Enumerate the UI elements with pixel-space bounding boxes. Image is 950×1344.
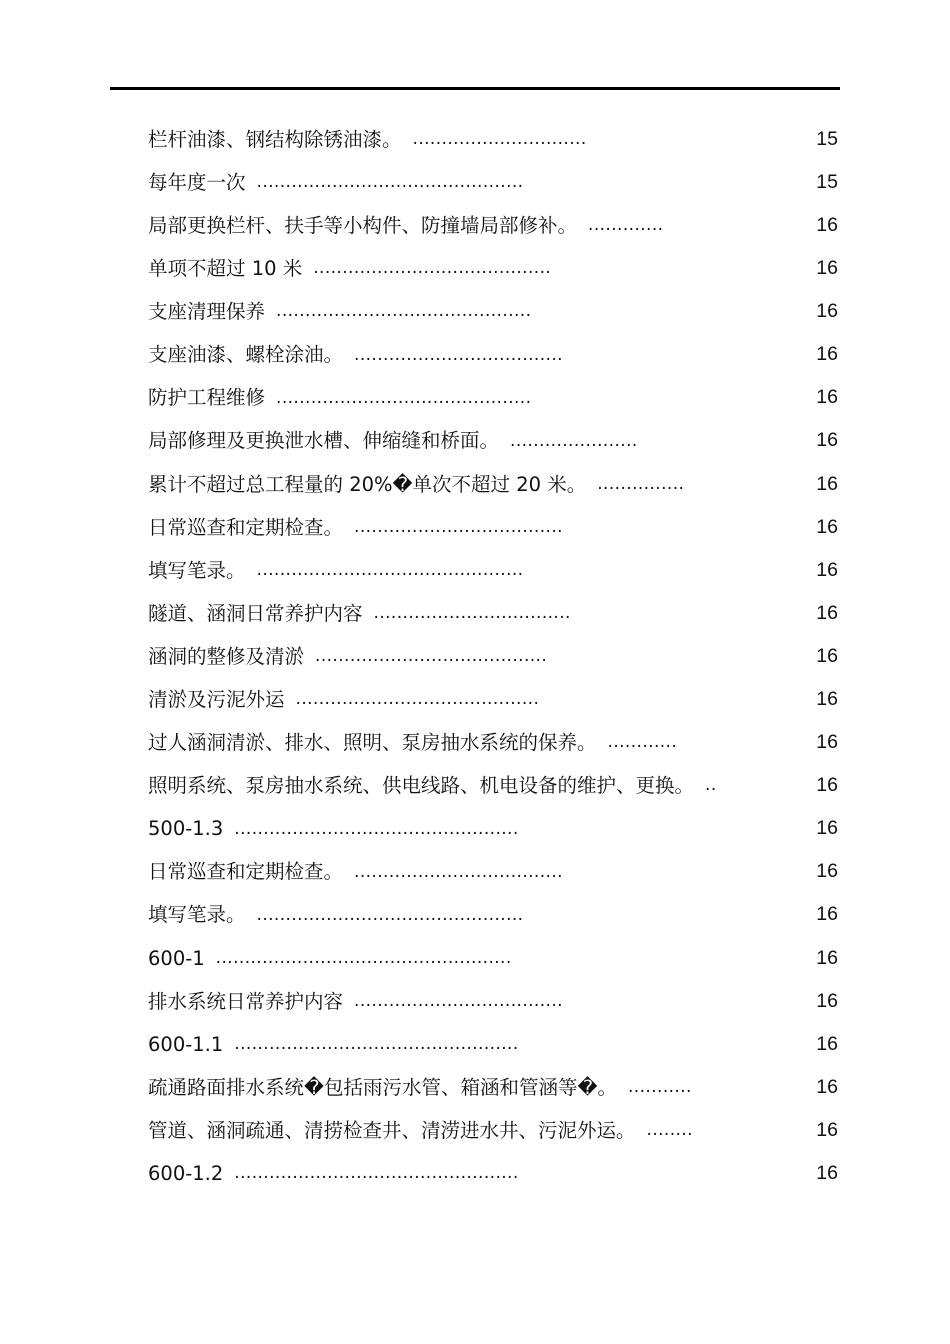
toc-entry-title: 支座油漆、螺栓涂油。 xyxy=(148,343,344,367)
toc-entry-page: 15 xyxy=(816,170,838,193)
toc-entry-leader: ........................................ xyxy=(315,646,548,667)
toc-entry-page: 16 xyxy=(816,1162,838,1185)
toc-entry[interactable] xyxy=(148,247,838,290)
toc-entry[interactable] xyxy=(148,506,838,549)
toc-entry-leader: ............. xyxy=(588,215,664,236)
toc-entry-title: 隧道、涵洞日常养护内容 xyxy=(148,601,363,625)
toc-entry[interactable] xyxy=(148,290,838,333)
toc-entry-title: 涵洞的整修及清淤 xyxy=(148,644,305,668)
toc-entry-leader: ............................................ xyxy=(276,387,532,408)
toc-entry[interactable] xyxy=(148,980,838,1023)
toc-entry-leader: .............................................. xyxy=(256,904,524,925)
toc-entry-page: 16 xyxy=(816,1032,838,1055)
toc-entry-page: 16 xyxy=(816,644,838,667)
toc-entry-title: 600-1.1 xyxy=(148,1032,224,1056)
toc-entry-title: 每年度一次 xyxy=(148,170,246,194)
table-of-contents xyxy=(148,118,838,1195)
toc-entry-page: 16 xyxy=(816,1075,838,1098)
toc-entry-page: 16 xyxy=(816,601,838,624)
toc-entry-title: 局部更换栏杆、扶手等小构件、防撞墙局部修补。 xyxy=(148,213,578,237)
toc-entry[interactable] xyxy=(148,592,838,635)
toc-entry-leader: ...................... xyxy=(510,430,638,451)
toc-entry-title: 单项不超过 10 米 xyxy=(148,257,303,281)
toc-entry-leader: ............... xyxy=(597,473,685,494)
toc-entry[interactable] xyxy=(148,1109,838,1152)
toc-entry-page: 16 xyxy=(816,472,838,495)
toc-entry-page: 16 xyxy=(816,903,838,926)
toc-entry-leader: .......................................... xyxy=(295,689,540,710)
toc-entry-leader: .................................... xyxy=(354,516,563,537)
toc-entry-leader: ........ xyxy=(646,1120,693,1141)
toc-entry-page: 16 xyxy=(816,989,838,1012)
toc-entry[interactable] xyxy=(148,420,838,463)
toc-entry-page: 16 xyxy=(816,343,838,366)
toc-entry-page: 16 xyxy=(816,515,838,538)
toc-entry[interactable] xyxy=(148,851,838,894)
toc-entry-leader: ................................................... xyxy=(215,947,512,968)
toc-entry[interactable] xyxy=(148,549,838,592)
toc-entry-title: 清淤及污泥外运 xyxy=(148,688,285,712)
toc-entry[interactable] xyxy=(148,377,838,420)
toc-entry[interactable] xyxy=(148,894,838,937)
toc-entry-leader: .................................... xyxy=(354,344,563,365)
toc-entry-leader: .................................... xyxy=(354,990,563,1011)
toc-entry-title: 局部修理及更换泄水槽、伸缩缝和桥面。 xyxy=(148,429,500,453)
toc-entry-page: 16 xyxy=(816,213,838,236)
toc-entry-title: 疏通路面排水系统�包括雨污水管、箱涵和管涵等�。 xyxy=(148,1075,617,1099)
toc-entry-title: 填写笔录。 xyxy=(148,903,246,927)
toc-entry-leader: .................................... xyxy=(354,861,563,882)
toc-entry[interactable] xyxy=(148,463,838,506)
toc-entry-title: 支座清理保养 xyxy=(148,300,266,324)
toc-entry-page: 16 xyxy=(816,1118,838,1141)
toc-entry-title: 600-1.2 xyxy=(148,1162,224,1186)
toc-entry[interactable] xyxy=(148,937,838,980)
toc-entry[interactable] xyxy=(148,1152,838,1195)
toc-entry-page: 16 xyxy=(816,558,838,581)
toc-entry[interactable] xyxy=(148,808,838,851)
toc-entry-page: 16 xyxy=(816,386,838,409)
toc-entry-title: 填写笔录。 xyxy=(148,558,246,582)
toc-entry-page: 16 xyxy=(816,731,838,754)
toc-entry[interactable] xyxy=(148,635,838,678)
toc-entry-leader: ............ xyxy=(607,732,678,753)
toc-entry-page: 16 xyxy=(816,860,838,883)
toc-entry-title: 管道、涵洞疏通、清捞检查井、清涝进水井、污泥外运。 xyxy=(148,1118,636,1142)
toc-entry-leader: .............................................. xyxy=(256,559,524,580)
toc-entry-leader: ................................................. xyxy=(234,818,519,839)
toc-entry-page: 16 xyxy=(816,257,838,280)
toc-entry[interactable] xyxy=(148,764,838,807)
toc-entry-page: 16 xyxy=(816,300,838,323)
toc-entry-page: 16 xyxy=(816,946,838,969)
toc-entry-title: 日常巡查和定期检查。 xyxy=(148,860,344,884)
toc-entry[interactable] xyxy=(148,118,838,161)
toc-entry[interactable] xyxy=(148,678,838,721)
toc-entry-leader: ................................................. xyxy=(234,1034,519,1055)
toc-entry-title: 排水系统日常养护内容 xyxy=(148,989,344,1013)
toc-entry[interactable] xyxy=(148,721,838,764)
toc-entry[interactable] xyxy=(148,1023,838,1066)
toc-entry[interactable] xyxy=(148,333,838,376)
toc-entry-title: 500-1.3 xyxy=(148,817,224,841)
toc-entry-title: 过人涵洞清淤、排水、照明、泵房抽水系统的保养。 xyxy=(148,731,597,755)
toc-entry-title: 防护工程维修 xyxy=(148,386,266,410)
toc-entry-title: 栏杆油漆、钢结构除锈油漆。 xyxy=(148,127,402,151)
toc-entry-title: 照明系统、泵房抽水系统、供电线路、机电设备的维护、更换。 xyxy=(148,774,695,798)
toc-entry-page: 16 xyxy=(816,774,838,797)
toc-entry-title: 600-1 xyxy=(148,946,205,970)
toc-entry-leader: ........... xyxy=(628,1077,692,1098)
toc-entry-title: 累计不超过总工程量的 20%�单次不超过 20 米。 xyxy=(148,472,587,496)
toc-entry[interactable] xyxy=(148,204,838,247)
toc-entry-leader: .. xyxy=(705,775,717,796)
toc-entry-page: 16 xyxy=(816,429,838,452)
toc-entry-leader: ............................................ xyxy=(276,301,532,322)
toc-entry-leader: ......................................... xyxy=(313,258,552,279)
toc-entry[interactable] xyxy=(148,161,838,204)
header-rule xyxy=(110,87,840,90)
toc-entry-leader: .............................................. xyxy=(256,172,524,193)
toc-entry-page: 15 xyxy=(816,127,838,150)
toc-entry-leader: .................................. xyxy=(373,603,571,624)
toc-entry-title: 日常巡查和定期检查。 xyxy=(148,515,344,539)
toc-entry-page: 16 xyxy=(816,817,838,840)
toc-entry[interactable] xyxy=(148,1066,838,1109)
toc-entry-page: 16 xyxy=(816,688,838,711)
toc-entry-leader: .............................. xyxy=(412,129,587,150)
toc-entry-leader: ................................................. xyxy=(234,1163,519,1184)
